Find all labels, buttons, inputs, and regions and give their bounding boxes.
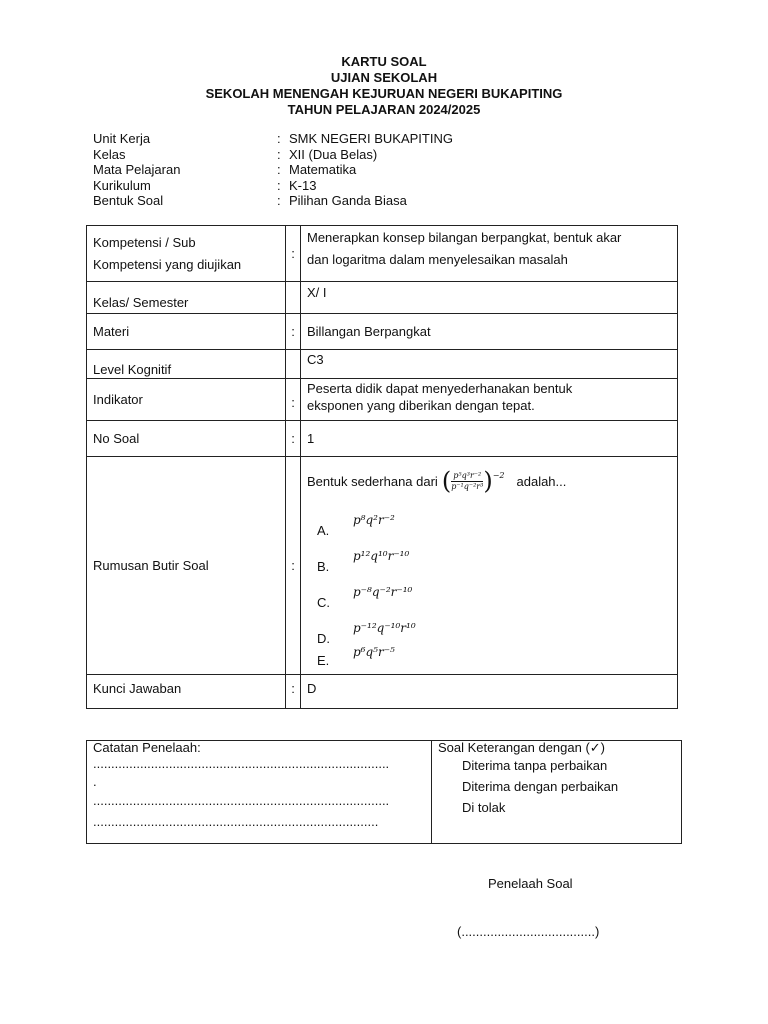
review-row bbox=[87, 741, 682, 844]
meta-row-bentuk-soal: Bentuk Soal : Pilihan Ganda Biasa bbox=[93, 193, 407, 208]
school-name: SEKOLAH MENENGAH KEJURUAN NEGERI BUKAPITING bbox=[205, 86, 563, 101]
kompetensi-label: Kompetensi / Sub Kompetensi yang diujikan bbox=[87, 226, 286, 282]
checkbox-icon[interactable] bbox=[438, 755, 462, 776]
soal-keterangan: Soal Keterangan dengan (✓) Diterima tanpa perbaikan Diterima dengan perbaikan Di tolak bbox=[432, 741, 682, 844]
meta-row-mapel: Mata Pelajaran : Matematika bbox=[93, 162, 357, 177]
option-d: D. p⁻¹²q⁻¹⁰r¹⁰ bbox=[317, 621, 416, 646]
choice-di-tolak[interactable]: Di tolak bbox=[438, 797, 675, 818]
meta-row-kurikulum: Kurikulum : K-13 bbox=[93, 177, 317, 193]
choice-diterima-dengan-perbaikan[interactable]: Diterima dengan perbaikan bbox=[438, 776, 675, 797]
review-table bbox=[86, 740, 682, 844]
exam-name: UJIAN SEKOLAH bbox=[330, 70, 438, 85]
option-c: C. p⁻⁸q⁻²r⁻¹⁰ bbox=[317, 585, 413, 610]
question-stem: Bentuk sederhana dari ( $\frac{\text{p⁵q³r⁻²}}{\text{p⁻¹q⁻²r³}}$ ) −2 adalah... bbox=[307, 467, 567, 495]
row-kelas-semester: Kelas/ Semester X/ I bbox=[87, 282, 678, 314]
question-body bbox=[301, 457, 678, 675]
signature-name-line: (.....................................) bbox=[457, 924, 600, 939]
option-e: E. p⁶q⁵r⁻⁵ bbox=[317, 645, 395, 668]
choice-diterima-tanpa-perbaikan[interactable]: Diterima tanpa perbaikan bbox=[438, 755, 675, 776]
row-kompetensi: Kompetensi / Sub Kompetensi yang diujikan : Menerapkan konsep bilangan berpangkat, bentuk akar dan logaritma dalam menyelesaikan masalah bbox=[87, 226, 678, 282]
row-no-soal: No Soal : 1 bbox=[87, 421, 678, 457]
doc-title: KARTU SOAL bbox=[341, 54, 427, 69]
row-indikator: Indikator : Peserta didik dapat menyederhanakan bentuk eksponen yang diberikan dengan tepat. bbox=[87, 379, 678, 421]
question-expression: ( $\frac{\text{p⁵q³r⁻²}}{\text{p⁻¹q⁻²r³}}$ ) −2 bbox=[441, 467, 505, 495]
checkbox-icon[interactable] bbox=[438, 797, 462, 818]
signature-title: Penelaah Soal bbox=[488, 876, 573, 891]
option-a: A. p⁸q²r⁻² bbox=[317, 513, 395, 538]
row-kunci-jawaban: Kunci Jawaban : D bbox=[87, 675, 678, 709]
question-card-table bbox=[86, 225, 678, 709]
indikator-value: Peserta didik dapat menyederhanakan bentuk eksponen yang diberikan dengan tepat. bbox=[301, 379, 678, 421]
meta-row-unit-kerja: Unit Kerja : SMK NEGERI BUKAPITING bbox=[93, 131, 453, 146]
meta-row-kelas: Kelas : XII (Dua Belas) bbox=[93, 146, 378, 162]
catatan-penelaah: Catatan Penelaah: .................................................................................. . .................................................................................. ............................................................................... bbox=[87, 741, 432, 844]
row-materi: Materi : Billangan Berpangkat bbox=[87, 314, 678, 350]
academic-year: TAHUN PELAJARAN 2024/2025 bbox=[287, 102, 481, 117]
option-b: B. p¹²q¹⁰r⁻¹⁰ bbox=[317, 549, 410, 574]
row-rumusan-butir-soal: Rumusan Butir Soal : Bentuk sederhana dari ( $\frac{\text{p⁵q³r⁻²}}{\text{p⁻¹q⁻²r³}}$ ) −2 adalah... A. p⁸q²r⁻² B. p¹²q¹⁰r⁻¹⁰ C. p⁻⁸q⁻²r⁻¹⁰ D. p⁻¹²q⁻¹⁰r¹⁰ E. p⁶q⁵r⁻⁵ bbox=[87, 457, 678, 675]
meta-info bbox=[93, 131, 453, 209]
kompetensi-value: Menerapkan konsep bilangan berpangkat, bentuk akar dan logaritma dalam menyelesaikan masalah bbox=[301, 226, 678, 282]
checkbox-icon[interactable] bbox=[438, 776, 462, 797]
row-level-kognitif: Level Kognitif C3 bbox=[87, 350, 678, 379]
